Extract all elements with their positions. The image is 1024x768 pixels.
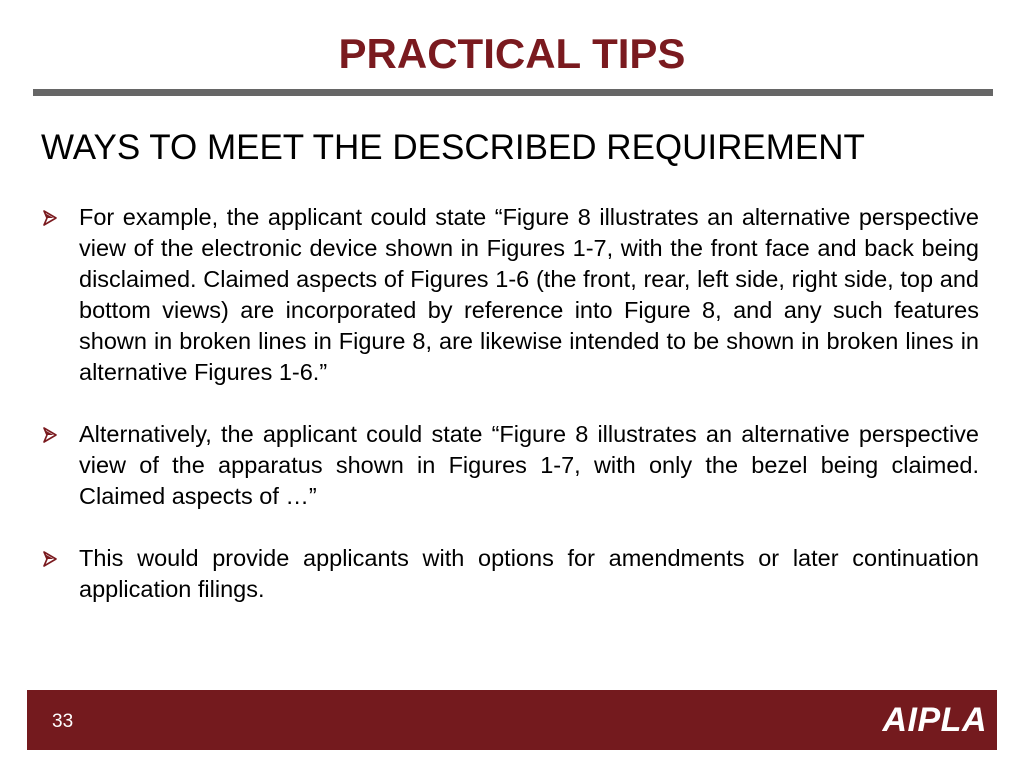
bullet-item: [41, 543, 979, 605]
arrowhead-bullet-icon: [43, 419, 69, 450]
slide-title: PRACTICAL TIPS: [338, 30, 686, 77]
bullet-text: This would provide applicants with options for amendments or later continuation application filings.: [79, 545, 979, 602]
slide-subtitle: WAYS TO MEET THE DESCRIBED REQUIREMENT: [41, 128, 865, 167]
title-divider: [33, 89, 993, 96]
bullet-item: [41, 202, 979, 388]
bullet-text: Alternatively, the applicant could state “Figure 8 illustrates an alternative perspective view of the apparatus shown in Figures 1-7, with only the bezel being claimed. Claimed aspects of …”: [79, 421, 979, 509]
bullet-text: For example, the applicant could state “Figure 8 illustrates an alternative perspective view of the electronic device shown in Figures 1-7, with the front face and back being disclaimed. Claimed aspects of Figures 1-6 (the front, rear, left side, right side, top and bottom views) are incorporated by reference into Figure 8, and any such features shown in broken lines in Figure 8, are likewise intended to be shown in broken lines in alternative Figures 1-6.”: [79, 204, 979, 385]
aipla-logo: AIPLA: [882, 701, 987, 739]
arrowhead-bullet-icon: [43, 543, 69, 574]
page-number: 33: [52, 711, 74, 732]
bullet-item: [41, 419, 979, 512]
bullet-list: [41, 202, 979, 636]
arrowhead-bullet-icon: [43, 202, 69, 233]
footer-bar: [27, 690, 997, 750]
